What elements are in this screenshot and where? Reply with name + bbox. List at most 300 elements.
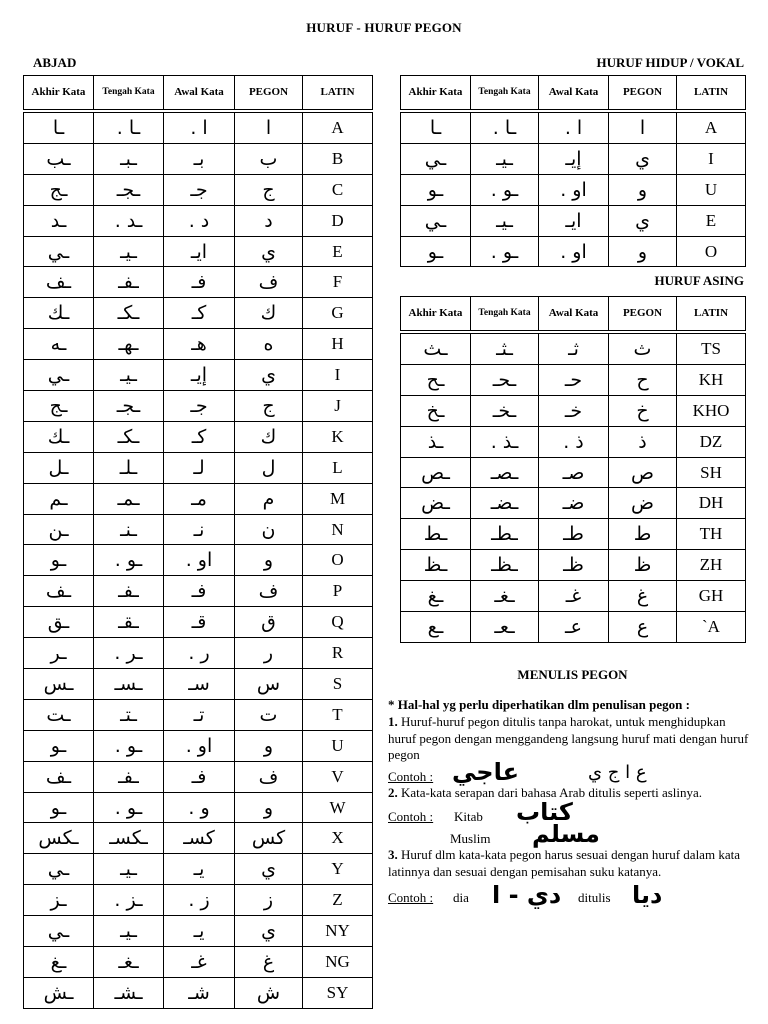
tengah-kata-cell: ـطـ [471, 519, 539, 550]
pegon-cell: ز [235, 885, 303, 916]
awal-kata-cell: هـ [164, 329, 235, 360]
pegon-cell: م [235, 483, 303, 514]
latin-cell: ZH [677, 550, 746, 581]
latin-cell: O [303, 545, 373, 576]
table-row [24, 854, 373, 885]
header-latin: LATIN [677, 76, 746, 110]
tengah-kata-cell: ـضـ [471, 488, 539, 519]
pegon-cell: ي [235, 360, 303, 391]
note-2-text: Kata-kata serapan dari bahasa Arab ditulis seperti aslinya. [401, 785, 703, 800]
tengah-kata-cell: ـفـ [94, 576, 164, 607]
akhir-kata-cell: ـه [24, 329, 94, 360]
latin-cell: SY [303, 977, 373, 1008]
latin-cell: NG [303, 947, 373, 978]
awal-kata-cell: جـ [164, 391, 235, 422]
tengah-kata-cell: ـو . [94, 545, 164, 576]
header-pegon: PEGON [609, 76, 677, 110]
latin-cell: A [303, 113, 373, 144]
akhir-kata-cell: ـي [401, 205, 471, 236]
awal-kata-cell: كسـ [164, 823, 235, 854]
example-3-latin: dia [453, 889, 469, 905]
table-row [24, 514, 373, 545]
latin-cell: Q [303, 607, 373, 638]
akhir-kata-cell: ـط [401, 519, 471, 550]
header-pegon: PEGON [609, 297, 677, 331]
awal-kata-cell: صـ [539, 457, 609, 488]
pegon-cell: ي [235, 236, 303, 267]
tengah-kata-cell: ـيـ [94, 916, 164, 947]
latin-cell: NY [303, 916, 373, 947]
tengah-kata-cell: ـسـ [94, 669, 164, 700]
table-row [401, 236, 746, 267]
example-1-letters: ع ا ج ي [588, 762, 647, 783]
latin-cell: `A [677, 612, 746, 643]
latin-cell: GH [677, 581, 746, 612]
awal-kata-cell: طـ [539, 519, 609, 550]
awal-kata-cell: كـ [164, 298, 235, 329]
table-row [24, 638, 373, 669]
latin-cell: E [303, 236, 373, 267]
pegon-cell: غ [235, 947, 303, 978]
note-1 [388, 714, 750, 763]
contoh-label: Contoh : [388, 769, 434, 784]
table-row [24, 205, 373, 236]
awal-kata-cell: قـ [164, 607, 235, 638]
pegon-cell: ي [609, 205, 677, 236]
pegon-cell: ض [609, 488, 677, 519]
tengah-kata-cell: ـو . [471, 174, 539, 205]
tengah-kata-cell: ـز . [94, 885, 164, 916]
latin-cell: A [677, 113, 746, 144]
pegon-cell: ظ [609, 550, 677, 581]
pegon-cell: ل [235, 452, 303, 483]
tengah-kata-cell: ـجـ [94, 391, 164, 422]
tengah-kata-cell: ـيـ [94, 360, 164, 391]
table-row [401, 143, 746, 174]
latin-cell: DH [677, 488, 746, 519]
latin-cell: J [303, 391, 373, 422]
menulis-heading: MENULIS PEGON [517, 667, 628, 682]
pegon-cell: ه [235, 329, 303, 360]
tengah-kata-cell: ـو . [94, 792, 164, 823]
table-row [24, 267, 373, 298]
latin-cell: R [303, 638, 373, 669]
latin-cell: KH [677, 364, 746, 395]
example-2b-latin: Muslim [450, 831, 491, 847]
awal-kata-cell: تـ [164, 699, 235, 730]
table-row [401, 457, 746, 488]
header-akhir-kata: Akhir Kata [24, 76, 94, 110]
latin-cell: N [303, 514, 373, 545]
pegon-cell: و [235, 545, 303, 576]
awal-kata-cell: إيـ [164, 360, 235, 391]
table-row [24, 174, 373, 205]
awal-kata-cell: فـ [164, 576, 235, 607]
tengah-kata-cell: ـكـ [94, 298, 164, 329]
awal-kata-cell: ايـ [539, 205, 609, 236]
akhir-kata-cell: ـع [401, 612, 471, 643]
pegon-cell: ج [235, 174, 303, 205]
header-latin: LATIN [303, 76, 373, 110]
pegon-cell: و [235, 730, 303, 761]
note-3 [388, 847, 750, 880]
awal-kata-cell: لـ [164, 452, 235, 483]
note-3-text: Huruf dlm kata-kata pegon harus sesuai dengan huruf dalam kata latinnya dan sesuai dengan pemisahan suku katanya. [388, 847, 740, 879]
awal-kata-cell: ز . [164, 885, 235, 916]
tengah-kata-cell: ـغـ [94, 947, 164, 978]
pegon-cell: ع [609, 612, 677, 643]
pegon-cell: ذ [609, 426, 677, 457]
pegon-cell: ف [235, 761, 303, 792]
latin-cell: TS [677, 334, 746, 365]
table-row [24, 236, 373, 267]
table-row [401, 426, 746, 457]
contoh-label: Contoh : [388, 809, 434, 825]
awal-kata-cell: جـ [164, 174, 235, 205]
tengah-kata-cell: ـفـ [94, 267, 164, 298]
tengah-kata-cell: ـيـ [94, 854, 164, 885]
latin-cell: L [303, 452, 373, 483]
akhir-kata-cell: ـح [401, 364, 471, 395]
akhir-kata-cell: ـد [24, 205, 94, 236]
akhir-kata-cell: ـكس [24, 823, 94, 854]
latin-cell: U [677, 174, 746, 205]
awal-kata-cell: او . [164, 545, 235, 576]
latin-cell: I [303, 360, 373, 391]
pegon-cell: ا [235, 113, 303, 144]
latin-cell: I [677, 143, 746, 174]
table-row [24, 607, 373, 638]
akhir-kata-cell: ـض [401, 488, 471, 519]
pegon-cell: و [609, 236, 677, 267]
table-row [24, 699, 373, 730]
latin-cell: E [677, 205, 746, 236]
akhir-kata-cell: ـت [24, 699, 94, 730]
akhir-kata-cell: ـف [24, 761, 94, 792]
akhir-kata-cell: ـغ [401, 581, 471, 612]
akhir-kata-cell: ـو [24, 730, 94, 761]
tengah-kata-cell: ـصـ [471, 457, 539, 488]
tengah-kata-cell: ـخـ [471, 395, 539, 426]
akhir-kata-cell: ـق [24, 607, 94, 638]
awal-kata-cell: يـ [164, 854, 235, 885]
awal-kata-cell: خـ [539, 395, 609, 426]
vokal-table [400, 75, 746, 267]
table-row [24, 761, 373, 792]
table-row [24, 823, 373, 854]
pegon-cell: و [235, 792, 303, 823]
header-tengah-kata: Tengah Kata [471, 297, 539, 331]
awal-kata-cell: حـ [539, 364, 609, 395]
latin-cell: O [677, 236, 746, 267]
awal-kata-cell: او . [164, 730, 235, 761]
table-row [24, 421, 373, 452]
tengah-kata-cell: ـنـ [94, 514, 164, 545]
awal-kata-cell: فـ [164, 267, 235, 298]
akhir-kata-cell: ـك [24, 298, 94, 329]
akhir-kata-cell: ـس [24, 669, 94, 700]
latin-cell: X [303, 823, 373, 854]
header-latin: LATIN [677, 297, 746, 331]
latin-cell: B [303, 143, 373, 174]
table-row [401, 581, 746, 612]
notes-intro: * Hal-hal yg perlu diperhatikan dlm penulisan pegon : [388, 697, 690, 712]
table-row [24, 483, 373, 514]
tengah-kata-cell: ـيـ [94, 236, 164, 267]
pegon-cell: ي [235, 854, 303, 885]
awal-kata-cell: و . [164, 792, 235, 823]
akhir-kata-cell: ـث [401, 334, 471, 365]
latin-cell: TH [677, 519, 746, 550]
table-row [24, 329, 373, 360]
akhir-kata-cell: ـف [24, 576, 94, 607]
abjad-label: ABJAD [33, 55, 77, 70]
awal-kata-cell: مـ [164, 483, 235, 514]
table-row [24, 576, 373, 607]
awal-kata-cell: ظـ [539, 550, 609, 581]
pegon-cell: د [235, 205, 303, 236]
pegon-cell: و [609, 174, 677, 205]
table-row [24, 391, 373, 422]
table-row [24, 669, 373, 700]
table-row [24, 792, 373, 823]
awal-kata-cell: سـ [164, 669, 235, 700]
latin-cell: P [303, 576, 373, 607]
awal-kata-cell: إيـ [539, 143, 609, 174]
header-tengah-kata: Tengah Kata [94, 76, 164, 110]
akhir-kata-cell: ـف [24, 267, 94, 298]
table-row [401, 612, 746, 643]
akhir-kata-cell: ـك [24, 421, 94, 452]
akhir-kata-cell: ـي [24, 854, 94, 885]
pegon-cell: ن [235, 514, 303, 545]
akhir-kata-cell: ـز [24, 885, 94, 916]
header-awal-kata: Awal Kata [539, 76, 609, 110]
table-row [401, 205, 746, 236]
akhir-kata-cell: ـي [24, 360, 94, 391]
latin-cell: V [303, 761, 373, 792]
example-3-split: دي - ا [492, 880, 562, 909]
tengah-kata-cell: ـمـ [94, 483, 164, 514]
awal-kata-cell: او . [539, 174, 609, 205]
akhir-kata-cell: ـم [24, 483, 94, 514]
example-3-result: ديا [632, 880, 663, 909]
pegon-cell: ح [609, 364, 677, 395]
akhir-kata-cell: ـص [401, 457, 471, 488]
akhir-kata-cell: ـغ [24, 947, 94, 978]
tengah-kata-cell: ـا . [94, 113, 164, 144]
tengah-kata-cell: ـد . [94, 205, 164, 236]
awal-kata-cell: ا . [539, 113, 609, 144]
tengah-kata-cell: ـذ . [471, 426, 539, 457]
akhir-kata-cell: ـو [24, 792, 94, 823]
tengah-kata-cell: ـكسـ [94, 823, 164, 854]
example-3 [388, 880, 750, 909]
akhir-kata-cell: ـو [401, 236, 471, 267]
awal-kata-cell: يـ [164, 916, 235, 947]
awal-kata-cell: ضـ [539, 488, 609, 519]
header-tengah-kata: Tengah Kata [471, 76, 539, 110]
latin-cell: M [303, 483, 373, 514]
akhir-kata-cell: ـل [24, 452, 94, 483]
akhir-kata-cell: ـو [24, 545, 94, 576]
latin-cell: C [303, 174, 373, 205]
akhir-kata-cell: ـظ [401, 550, 471, 581]
latin-cell: Y [303, 854, 373, 885]
table-row [24, 113, 373, 144]
tengah-kata-cell: ـكـ [94, 421, 164, 452]
header-awal-kata: Awal Kata [164, 76, 235, 110]
pegon-cell: ا [609, 113, 677, 144]
tengah-kata-cell: ـقـ [94, 607, 164, 638]
example-1 [388, 758, 750, 786]
table-row [401, 174, 746, 205]
table-row [401, 550, 746, 581]
pegon-cell: ف [235, 267, 303, 298]
latin-cell: SH [677, 457, 746, 488]
example-1-word: عاجي [452, 758, 519, 786]
asing-table [400, 296, 746, 643]
awal-kata-cell: د . [164, 205, 235, 236]
table-row [24, 977, 373, 1008]
akhir-kata-cell: ـج [24, 391, 94, 422]
tengah-kata-cell: ـحـ [471, 364, 539, 395]
tengah-kata-cell: ـثـ [471, 334, 539, 365]
pegon-cell: خ [609, 395, 677, 426]
tengah-kata-cell: ـر . [94, 638, 164, 669]
pegon-cell: ث [609, 334, 677, 365]
header-akhir-kata: Akhir Kata [401, 297, 471, 331]
pegon-cell: غ [609, 581, 677, 612]
akhir-kata-cell: ـا [401, 113, 471, 144]
akhir-kata-cell: ـا [24, 113, 94, 144]
note-3-number: 3. [388, 847, 398, 863]
pegon-cell: ق [235, 607, 303, 638]
awal-kata-cell: عـ [539, 612, 609, 643]
awal-kata-cell: فـ [164, 761, 235, 792]
latin-cell: G [303, 298, 373, 329]
page-title: HURUF - HURUF PEGON [306, 20, 462, 35]
awal-kata-cell: ذ . [539, 426, 609, 457]
pegon-cell: ط [609, 519, 677, 550]
pegon-cell: ج [235, 391, 303, 422]
table-row [24, 916, 373, 947]
latin-cell: S [303, 669, 373, 700]
awal-kata-cell: ثـ [539, 334, 609, 365]
tengah-kata-cell: ـيـ [471, 143, 539, 174]
table-row [24, 143, 373, 174]
tengah-kata-cell: ـعـ [471, 612, 539, 643]
awal-kata-cell: او . [539, 236, 609, 267]
pegon-cell: ص [609, 457, 677, 488]
table-row [401, 334, 746, 365]
table-row [24, 947, 373, 978]
note-2-number: 2. [388, 785, 398, 800]
latin-cell: Z [303, 885, 373, 916]
table-row [401, 519, 746, 550]
awal-kata-cell: ا . [164, 113, 235, 144]
tengah-kata-cell: ـيـ [471, 205, 539, 236]
pegon-cell: س [235, 669, 303, 700]
awal-kata-cell: ر . [164, 638, 235, 669]
pegon-cell: ف [235, 576, 303, 607]
latin-cell: D [303, 205, 373, 236]
latin-cell: DZ [677, 426, 746, 457]
asing-label: HURUF ASING [654, 273, 744, 288]
note-1-number: 1. [388, 714, 398, 730]
latin-cell: F [303, 267, 373, 298]
pegon-cell: ي [609, 143, 677, 174]
contoh-label: Contoh : [388, 889, 434, 905]
table-row [24, 885, 373, 916]
awal-kata-cell: غـ [539, 581, 609, 612]
header-akhir-kata: Akhir Kata [401, 76, 471, 110]
table-row [401, 364, 746, 395]
table-row [24, 545, 373, 576]
pegon-cell: ك [235, 421, 303, 452]
table-row [401, 488, 746, 519]
tengah-kata-cell: ـا . [471, 113, 539, 144]
akhir-kata-cell: ـذ [401, 426, 471, 457]
table-row [401, 395, 746, 426]
akhir-kata-cell: ـر [24, 638, 94, 669]
tengah-kata-cell: ـهـ [94, 329, 164, 360]
awal-kata-cell: نـ [164, 514, 235, 545]
tengah-kata-cell: ـجـ [94, 174, 164, 205]
vokal-label: HURUF HIDUP / VOKAL [596, 55, 744, 70]
awal-kata-cell: ايـ [164, 236, 235, 267]
table-row [401, 113, 746, 144]
akhir-kata-cell: ـب [24, 143, 94, 174]
awal-kata-cell: شـ [164, 977, 235, 1008]
header-awal-kata: Awal Kata [539, 297, 609, 331]
awal-kata-cell: غـ [164, 947, 235, 978]
tengah-kata-cell: ـظـ [471, 550, 539, 581]
table-row [24, 452, 373, 483]
latin-cell: W [303, 792, 373, 823]
note-1-text: Huruf-huruf pegon ditulis tanpa harokat, untuk menghidupkan huruf pegon dengan menggandeng langsung huruf mati dengan huruf pegon [388, 714, 749, 762]
example-2a-latin: Kitab [454, 809, 483, 825]
example-2a-arab: كتاب [516, 798, 573, 827]
tengah-kata-cell: ـغـ [471, 581, 539, 612]
table-row [24, 298, 373, 329]
pegon-cell: كس [235, 823, 303, 854]
tengah-kata-cell: ـتـ [94, 699, 164, 730]
tengah-kata-cell: ـو . [471, 236, 539, 267]
akhir-kata-cell: ـي [24, 916, 94, 947]
pegon-cell: ت [235, 699, 303, 730]
pegon-cell: ر [235, 638, 303, 669]
example-2b-arab: مسلم [532, 820, 600, 849]
menulis-notes [388, 697, 750, 909]
awal-kata-cell: كـ [164, 421, 235, 452]
table-row [24, 360, 373, 391]
latin-cell: KHO [677, 395, 746, 426]
latin-cell: U [303, 730, 373, 761]
akhir-kata-cell: ـو [401, 174, 471, 205]
pegon-cell: ي [235, 916, 303, 947]
tengah-kata-cell: ـو . [94, 730, 164, 761]
header-pegon: PEGON [235, 76, 303, 110]
latin-cell: K [303, 421, 373, 452]
tengah-kata-cell: ـفـ [94, 761, 164, 792]
abjad-table [23, 75, 373, 1009]
akhir-kata-cell: ـش [24, 977, 94, 1008]
akhir-kata-cell: ـي [24, 236, 94, 267]
table-row [24, 730, 373, 761]
pegon-cell: ش [235, 977, 303, 1008]
pegon-cell: ب [235, 143, 303, 174]
